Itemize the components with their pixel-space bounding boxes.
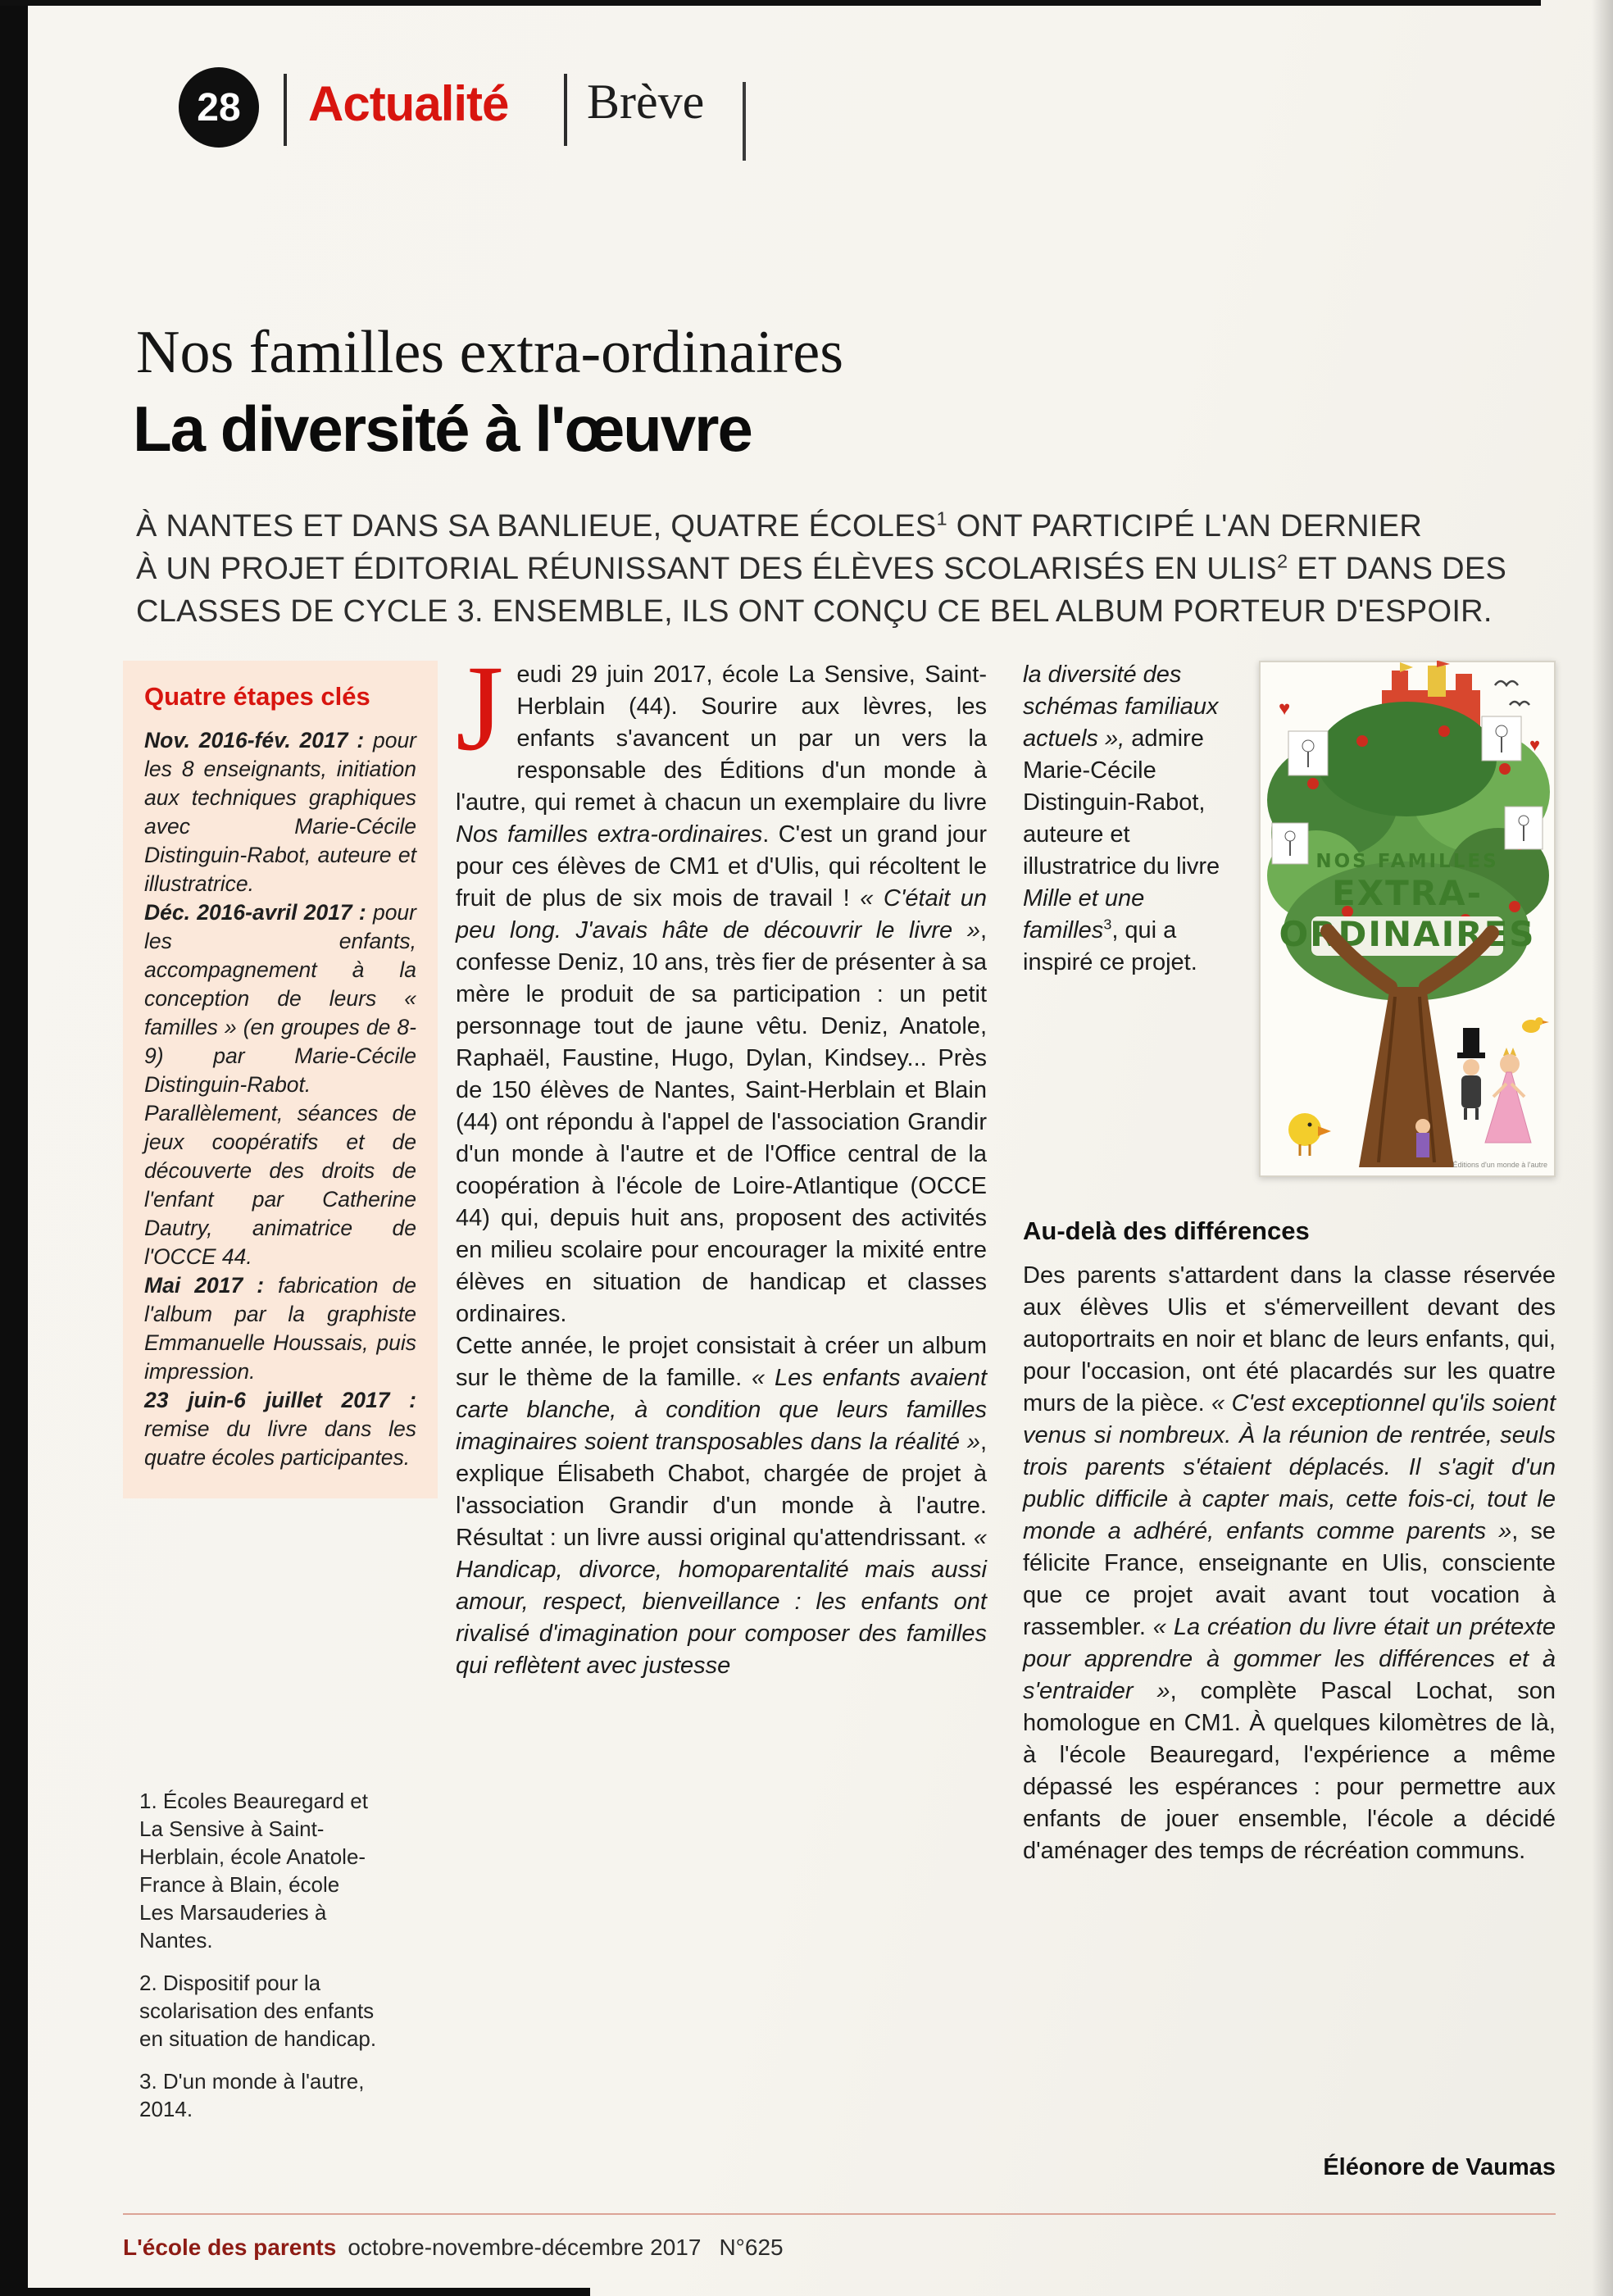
page-number-badge: [179, 67, 259, 148]
photo-frame: [1482, 716, 1521, 761]
sidebar-paragraph: Mai 2017 : fabrication de l'album par la graphiste Emmanuelle Houssais, puis impression.: [144, 1273, 416, 1384]
section-label: Actualité: [308, 76, 509, 131]
paragraph-text: eudi 29 juin 2017, école La Sensive, Saint-Herblain (44). Sourire aux lèvres, les enfants s'avancent un par un vers la responsable des Éditions d'un monde à l'autre, qui remet à chacun un exemplaire du livre Nos familles extra-ordinaires. C'est un grand jour pour ces élèves de CM1 et d'Ulis, qui récoltent le fruit de plus de six mois de travail ! « C'était un peu long. J'avais hâte de découvrir le livre », confesse Deniz, 10 ans, très fier de présenter à sa mère le produit de sa participation : un petit personnage tout de jaune vêtu. Deniz, Anatole, Raphaël, Faustine, Hugo, Dylan, Kindsey... Près de 150 élèves de Nantes, Saint-Herblain et Blain (44) ont répondu à l'appel de l'association Grandir d'un monde à l'autre et de l'Office central de la coopération à l'école de Loire-Atlantique (OCCE 44) qui, depuis huit ans, proposent des activités en milieu scolaire pour encourager la mixité entre élèves en situation de handicap et classes ordinaires.: [456, 662, 988, 1327]
scan-edge-left: [0, 0, 28, 2296]
standfirst: [136, 505, 1506, 633]
sidebar-box: [123, 661, 438, 1498]
photo-frame: [1272, 823, 1308, 864]
heart-icon: ♥: [1529, 734, 1541, 755]
footer-issue-date: octobre-novembre-décembre 2017: [348, 2235, 702, 2260]
header-divider: [284, 74, 287, 146]
footer-issue-number: N°625: [719, 2235, 784, 2260]
standfirst-line: À NANTES ET DANS SA BANLIEUE, QUATRE ÉCOLES$^1$ ONT PARTICIPÉ L'AN DERNIER: [136, 507, 1423, 543]
footer-rule: [123, 2213, 1556, 2215]
article-paragraph-narrow: la diversité des schémas familiaux actuels », admire Marie-Cécile Distinguin-Rabot, auteure et illustratrice du livre Mille et une familles$^3$, qui a inspiré ce projet.: [1023, 662, 1220, 975]
book-cover: [1259, 661, 1556, 1177]
book-publisher: Éditions d'un monde à l'autre: [1452, 1161, 1547, 1169]
footnotes: [139, 1787, 379, 2138]
article-paragraph: Des parents s'attardent dans la classe réservée aux élèves Ulis et s'émerveillent devant des autoportraits en noir et blanc de leurs enfants, qui, pour l'occasion, ont été placardés sur les quatre murs de la pièce. « C'est exceptionnel qu'ils soient venus si nombreux. À la réunion de rentrée, seuls trois parents s'étaient déplacés. Il s'agit d'un public difficile à capter mais, cette fois-ci, tout le monde a adhéré, enfants comme parents », se félicite France, enseignante en Ulis, consciente que ce projet avait avant tout vocation à rassembler. « La création du livre était un prétexte pour apprendre à gommer les différences et à s'entraider », complète Pascal Lochat, son homologue en CM1. À quelques kilomètres de là, à l'école Beauregard, l'expérience a même dépassé les espérances : pour permettre aux enfants de jouer ensemble, l'école a décidé d'aménager des temps de récréation communs.: [1023, 1262, 1556, 1864]
photo-frame: [1288, 731, 1328, 775]
footnote: 1. Écoles Beauregard et La Sensive à Saint-Herblain, école Anatole-France à Blain, école Les Marsauderies à Nantes.: [139, 1789, 368, 1953]
heart-icon: ♥: [1279, 698, 1291, 720]
standfirst-line: À UN PROJET ÉDITORIAL RÉUNISSANT DES ÉLÈVES SCOLARISÉS EN ULIS$^2$ ET DANS DES: [136, 550, 1507, 586]
article-paragraph: [456, 640, 988, 1330]
byline: Éléonore de Vaumas: [1323, 2154, 1556, 2180]
kicker-title: Nos familles extra-ordinaires: [136, 319, 844, 386]
book-title-line2: EXTRA-: [1332, 873, 1483, 913]
scan-edge-bottom: [0, 2288, 590, 2296]
scan-edge-right: [1592, 0, 1613, 2296]
sidebar-title: Quatre étapes clés: [144, 682, 370, 711]
standfirst-line: CLASSES DE CYCLE 3. ENSEMBLE, ILS ONT CONÇU CE BEL ALBUM PORTEUR D'ESPOIR.: [136, 594, 1493, 629]
footer: [123, 2235, 784, 2261]
scan-edge-top: [0, 0, 1541, 6]
article-column-1: [456, 640, 988, 1682]
drop-cap: J: [456, 640, 504, 776]
page-number: 28: [197, 85, 241, 130]
article-column-2: [1023, 659, 1556, 2185]
book-title-line1: NOS FAMILLES: [1315, 851, 1499, 872]
sidebar-paragraph: Déc. 2016-avril 2017 : pour les enfants, accompagnement à la conception de leurs « familles » (en groupes de 8-9) par Marie-Cécile Distinguin-Rabot. Parallèlement, séances de jeux coopératifs et de découverte des droits de l'enfant par Catherine Dautry, animatrice de l'OCCE 44.: [144, 900, 416, 1269]
header-divider: [743, 82, 746, 161]
footnote: 3. D'un monde à l'autre, 2014.: [139, 2069, 365, 2121]
footer-magazine-name: L'école des parents: [123, 2235, 337, 2260]
footnote: 2. Dispositif pour la scolarisation des enfants en situation de handicap.: [139, 1971, 377, 2051]
sidebar-paragraph: 23 juin-6 juillet 2017 : remise du livre dans les quatre écoles participantes.: [144, 1388, 416, 1470]
purple-figure: [1415, 1119, 1430, 1157]
article-paragraph: Cette année, le projet consistait à créer un album sur le thème de la famille. « Les enfants avaient carte blanche, à condition que leurs familles imaginaires soient transposables dans la réalité », explique Élisabeth Chabot, chargée de projet à l'association Grandir d'un monde à l'autre. Résultat : un livre aussi original qu'attendrissant. « Handicap, divorce, homoparentalité mais aussi amour, respect, bienveillance : les enfants ont rivalisé d'imagination pour composer des familles qui reflètent avec justesse: [456, 1333, 988, 1679]
main-headline: La diversité à l'œuvre: [133, 393, 752, 465]
subsection-label: Brève: [587, 75, 705, 129]
book-title-line3: ORDINAIRES: [1279, 914, 1536, 954]
sidebar-paragraph: Nov. 2016-fév. 2017 : pour les 8 enseignants, initiation aux techniques graphiques avec Marie-Cécile Distinguin-Rabot, auteure et illustratrice.: [144, 728, 417, 896]
header-divider: [564, 74, 567, 146]
subhead: Au-delà des différences: [1023, 1216, 1310, 1245]
photo-frame: [1505, 807, 1543, 849]
